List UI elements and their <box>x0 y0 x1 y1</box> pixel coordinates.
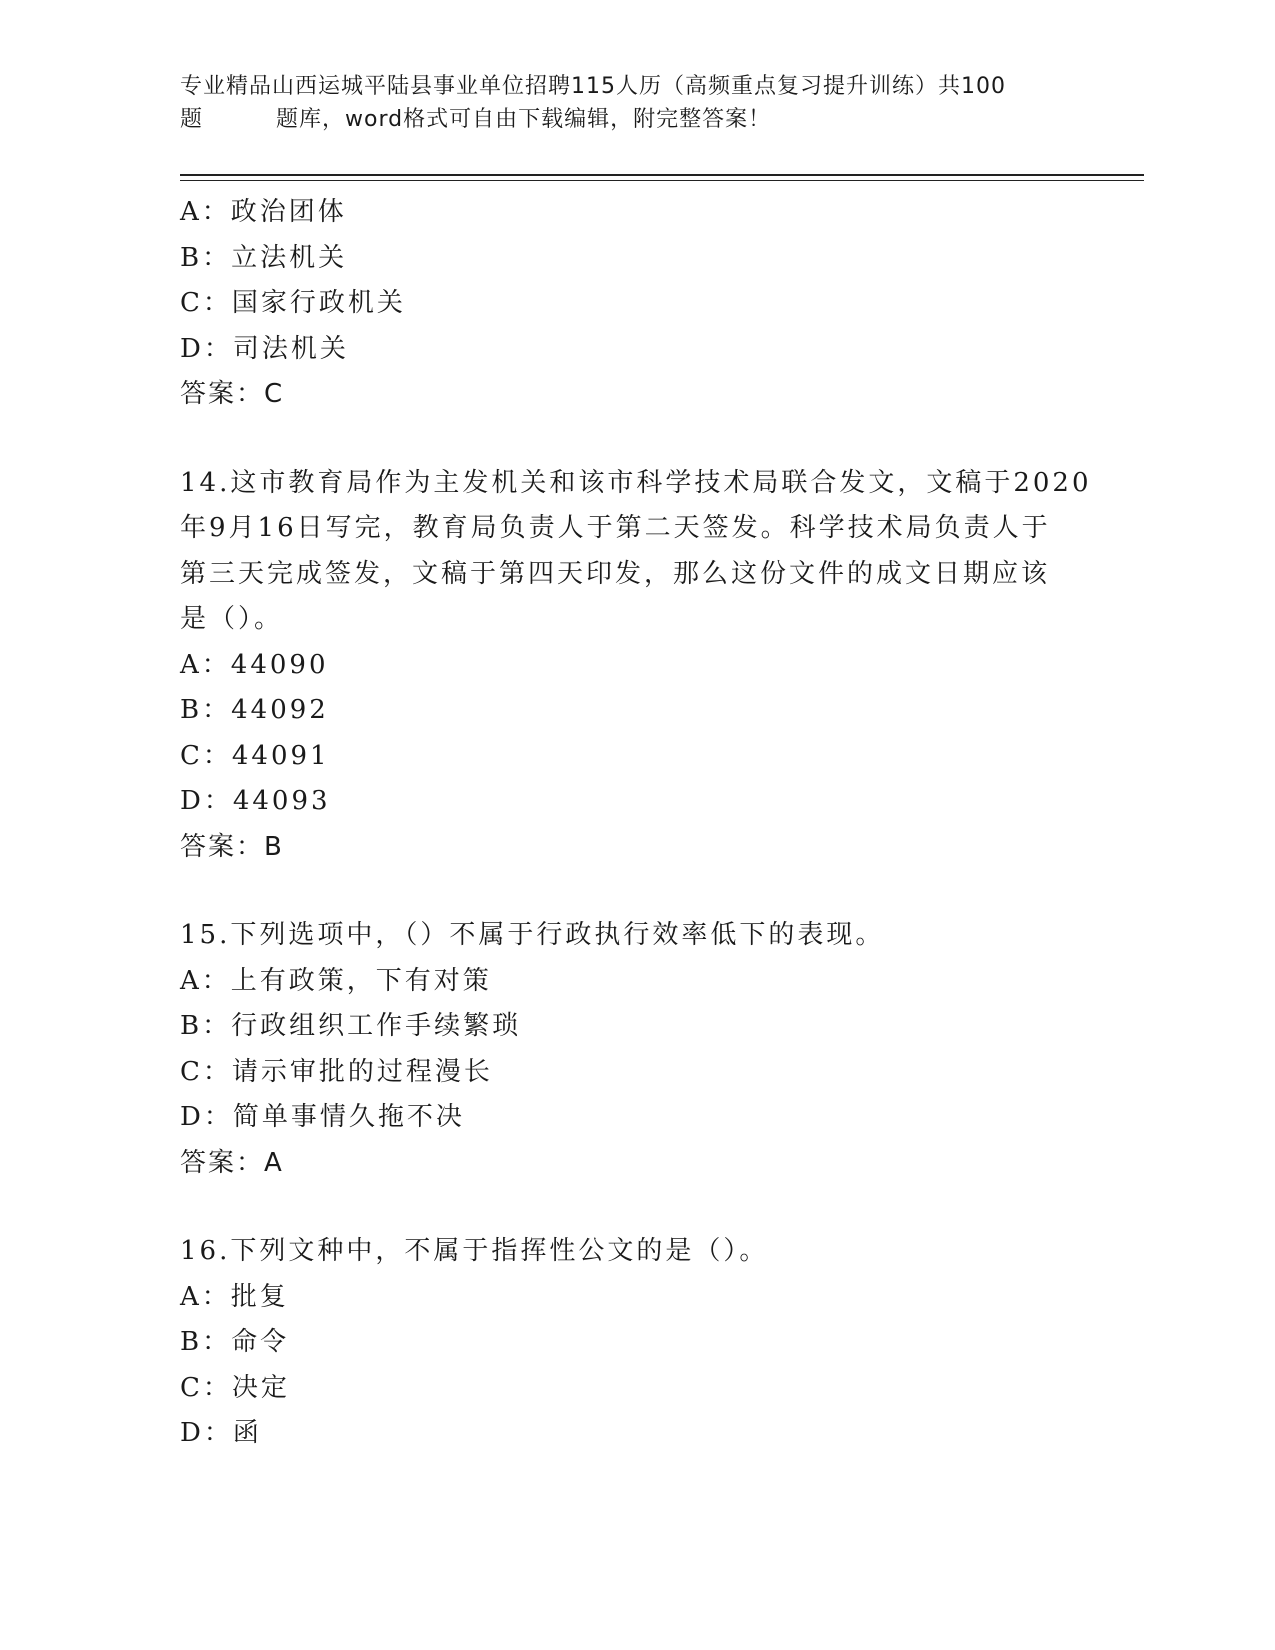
question-stem-line: 是（）。 <box>180 604 284 634</box>
question-13-continuation <box>180 190 1080 418</box>
option-b: B：44092 <box>180 695 329 725</box>
option-d: D：司法机关 <box>180 333 349 364</box>
option-d: D：函 <box>180 1418 262 1448</box>
question-16 <box>180 1229 1080 1457</box>
option-b: B：立法机关 <box>180 242 348 273</box>
question-14 <box>180 461 1092 871</box>
option-a: A：44090 <box>180 649 329 680</box>
option-a: A：批复 <box>180 1281 289 1312</box>
option-c: C：决定 <box>180 1372 290 1403</box>
option-c: C：44091 <box>180 740 330 771</box>
question-15 <box>180 913 1080 1186</box>
option-b: B：命令 <box>180 1327 290 1357</box>
question-stem-line: 年9月16日写完，教育局负责人于第二天签发。科学技术局负责人于 <box>180 513 1051 543</box>
answer: 答案：A <box>180 1147 284 1178</box>
option-c: C：请示审批的过程漫长 <box>180 1056 493 1087</box>
answer: 答案：C <box>180 379 285 409</box>
question-list <box>180 190 1092 1457</box>
header-line-1: 专业精品山西运城平陆县事业单位招聘115人历（高频重点复习提升训练）共100 <box>180 74 1006 99</box>
option-d: D：44093 <box>180 786 331 816</box>
question-stem-line: 14.这市教育局作为主发机关和该市科学技术局联合发文，文稿于2020 <box>180 467 1092 498</box>
option-c: C：国家行政机关 <box>180 288 406 318</box>
question-stem-line: 15.下列选项中，（）不属于行政执行效率低下的表现。 <box>180 920 885 950</box>
question-stem-line: 第三天完成签发，文稿于第四天印发，那么这份文件的成文日期应该 <box>180 558 1051 589</box>
answer: 答案：B <box>180 831 284 862</box>
option-d: D：简单事情久拖不决 <box>180 1102 465 1132</box>
page-header <box>180 70 1060 136</box>
header-rule-thin <box>180 180 1144 181</box>
header-line-2: 题 题库，word格式可自由下载编辑，附完整答案！ <box>180 107 772 132</box>
question-stem-line: 16.下列文种中，不属于指挥性公文的是（）。 <box>180 1236 769 1266</box>
option-b: B：行政组织工作手续繁琐 <box>180 1011 522 1041</box>
option-a: A：政治团体 <box>180 197 347 227</box>
header-rule <box>180 174 1144 176</box>
option-a: A：上有政策，下有对策 <box>180 965 492 996</box>
